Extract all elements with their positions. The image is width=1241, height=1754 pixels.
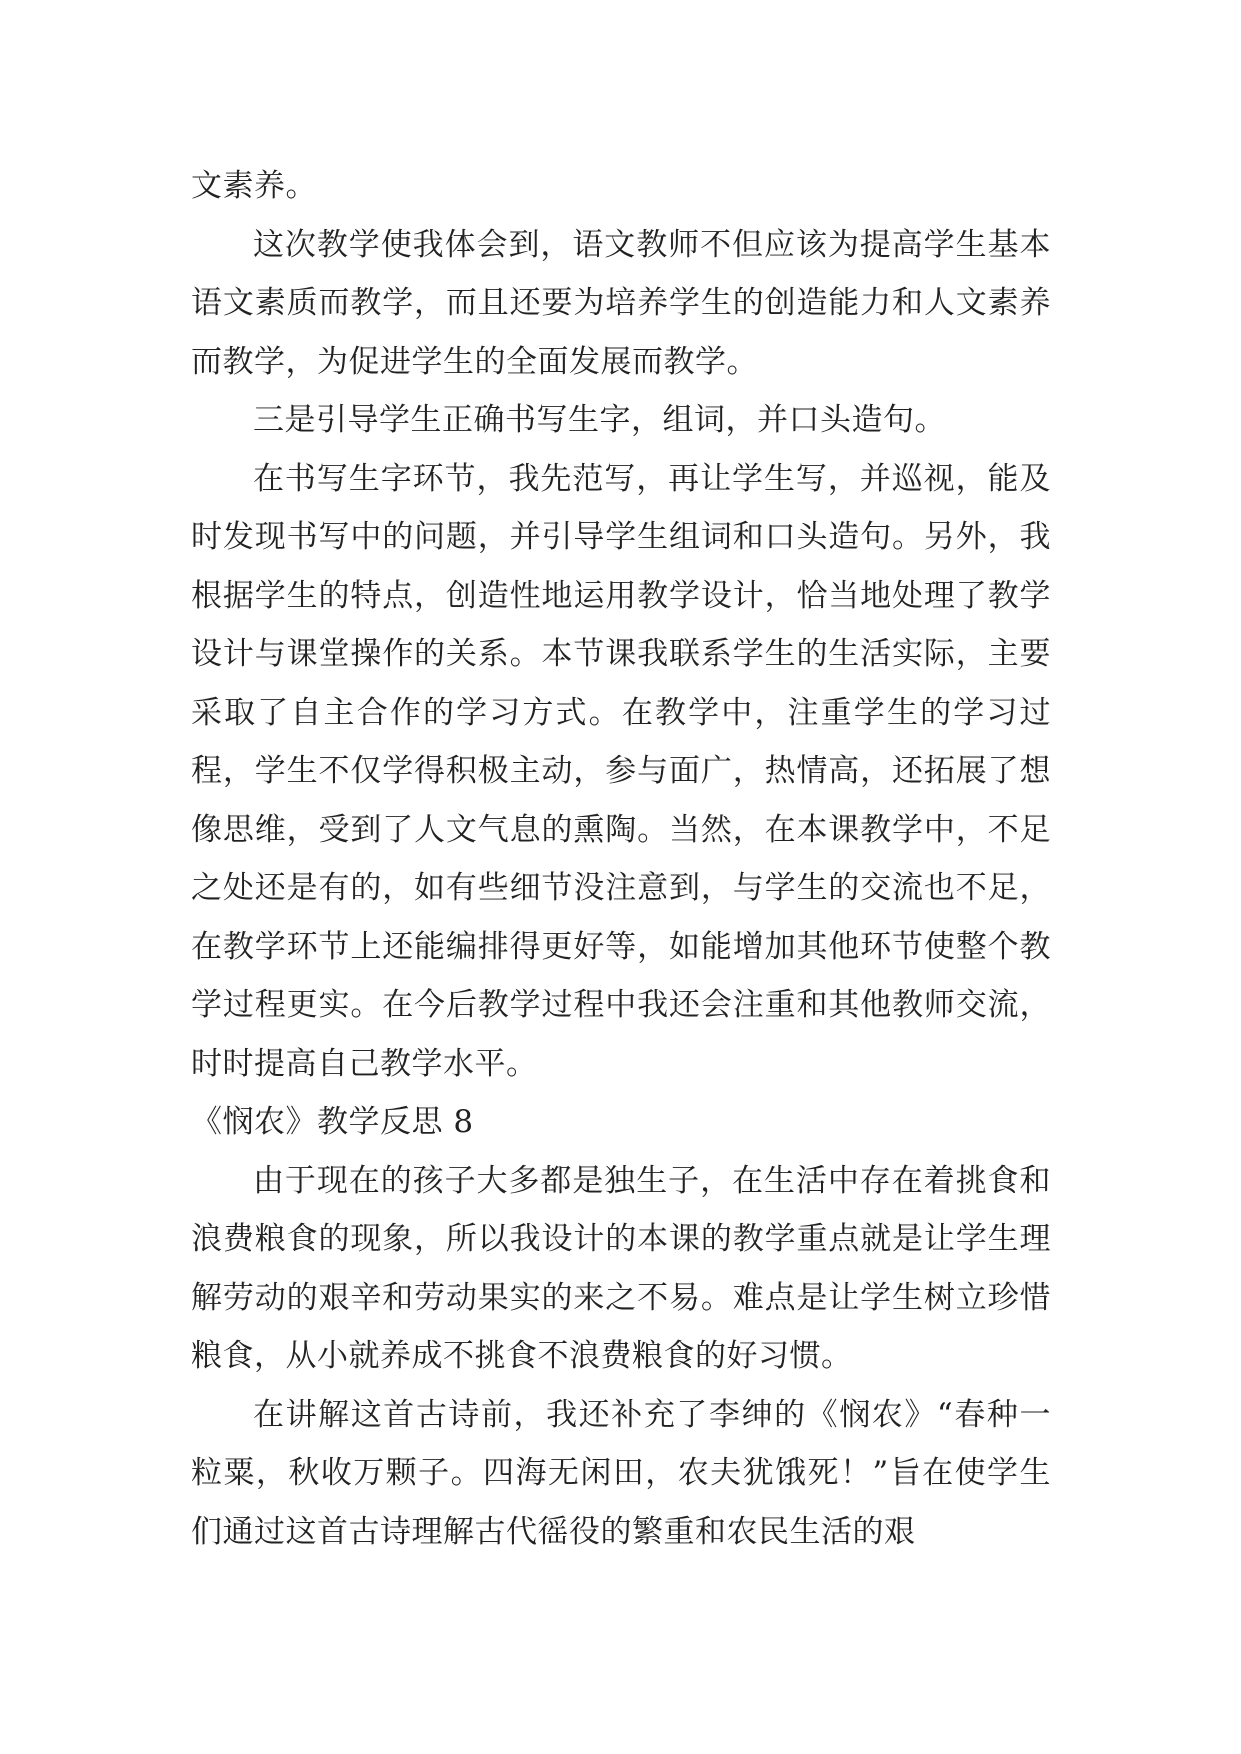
paragraph-poem-supplement: 在讲解这首古诗前，我还补充了李绅的《悯农》“春种一粒粟，秋收万颗子。四海无闲田，农夫犹饿死！”旨在使学生们通过这首古诗理解古代徭役的繁重和农民生活的艰 bbox=[191, 1396, 1051, 1550]
paragraph-reflection: 这次教学使我体会到，语文教师不但应该为提高学生基本语文素质而教学，而且还要为培养学生的创造能力和人文素养而教学，为促进学生的全面发展而教学。 bbox=[191, 226, 1051, 380]
paragraph-teaching-focus: 由于现在的孩子大多都是独生子，在生活中存在着挑食和浪费粮食的现象，所以我设计的本课的教学重点就是让学生理解劳动的艰辛和劳动果实的来之不易。难点是让学生树立珍惜粮食，从小就养成不挑食不浪费粮食的好习惯。 bbox=[191, 1162, 1051, 1374]
text-column bbox=[191, 157, 1051, 1561]
paragraph-writing-practice: 在书写生字环节，我先范写，再让学生写，并巡视，能及时发现书写中的问题，并引导学生组词和口头造句。另外，我根据学生的特点，创造性地运用教学设计，恰当地处理了教学设计与课堂操作的关系。本节课我联系学生的生活实际，主要采取了自主合作的学习方式。在教学中，注重学生的学习过程，学生不仅学得积极主动，参与面广，热情高，还拓展了想像思维，受到了人文气息的熏陶。当然，在本课教学中，不足之处还是有的，如有些细节没注意到，与学生的交流也不足，在教学环节上还能编排得更好等，如能增加其他环节使整个教学过程更实。在今后教学过程中我还会注重和其他教师交流，时时提高自己教学水平。 bbox=[191, 460, 1051, 1082]
paragraph-continuation: 文素养。 bbox=[191, 168, 317, 204]
section-heading: 《悯农》教学反思 8 bbox=[191, 1104, 474, 1140]
paragraph-point-three: 三是引导学生正确书写生字，组词，并口头造句。 bbox=[253, 402, 946, 438]
